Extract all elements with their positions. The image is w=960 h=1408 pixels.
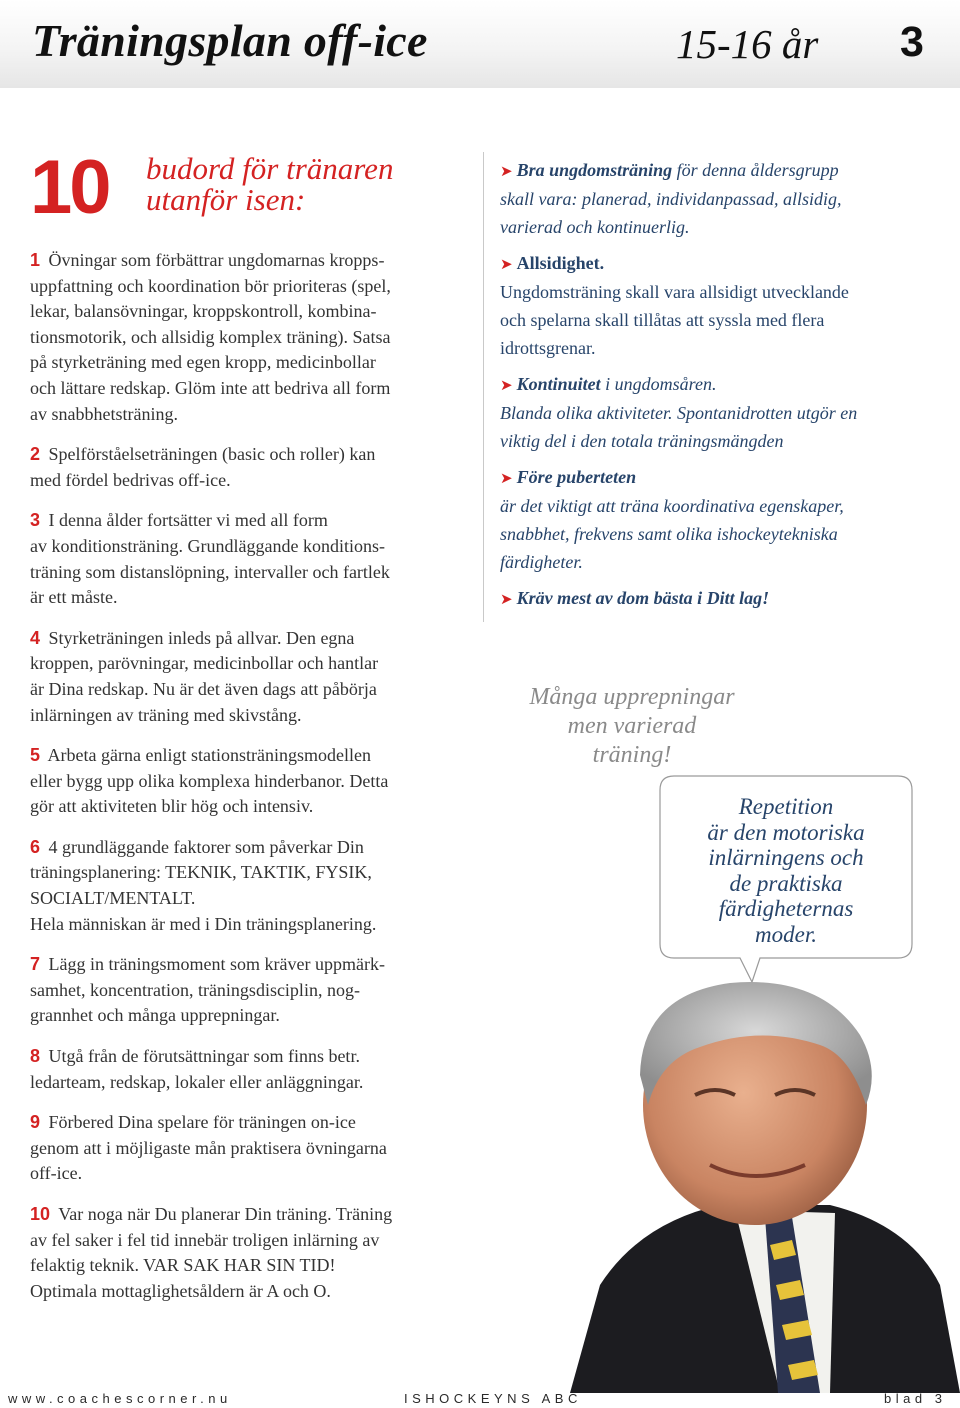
- principle-heading: Kräv mest av dom bästa i Ditt lag!: [516, 588, 770, 608]
- page-title: Träningsplan off-ice: [32, 15, 428, 66]
- principle-heading: Kontinuitet: [516, 374, 601, 394]
- rule-number: 4: [30, 627, 41, 648]
- arrow-bullet-icon: ➤: [500, 469, 513, 487]
- rule-text: Övningar som förbättrar ungdomarnas kropps- uppfattning och koordination bör prioriteras (spel, lekar, balansövningar, kroppskontroll, kombina- tionsmotorik, och allsidig komplex träning). Satsa på styrketräning med egen kropp, medicinbollar och lättare redskap. Glöm inte att bedriva all form av snabbhetsträning.: [30, 250, 391, 424]
- rule-number: 5: [30, 745, 41, 766]
- rule-text: Lägg in träningsmoment som kräver uppmärk- samhet, koncentration, träningsdisciplin, nog- grannhet och många upprepningar.: [30, 954, 385, 1026]
- rule-number: 9: [30, 1112, 41, 1133]
- rule-number: 6: [30, 836, 41, 857]
- commandments-subtitle: budord för tränaren utanför isen:: [146, 151, 394, 217]
- rule-number: 1: [30, 250, 41, 270]
- page-number: 3: [900, 18, 924, 66]
- rule-text: Styrketräningen inleds på allvar. Den egna kroppen, parövningar, medicinbollar och hantlar är Dina redskap. Nu är det även dags att påbörja inlärningen av träning med skivstång.: [30, 627, 379, 725]
- principle-body: i ungdomsåren. Blanda olika aktiviteter. Spontanidrotten utgör en viktig del i den totala träningsmängden: [500, 374, 858, 451]
- rule-number: 3: [30, 510, 41, 531]
- principle-body: Ungdomsträning skall vara allsidigt utvecklande och spelarna skall tillåtas att syssla med flera idrottsgrenar.: [500, 282, 849, 358]
- rule-number: 8: [30, 1046, 41, 1067]
- rule-text: Var noga när Du planerar Din träning. Träning av fel saker i fel tid innebär troligen inlärning av felaktig teknik. VAR SAK HAR SIN TID! Optimala mottaglighetsåldern är A och O.: [30, 1204, 393, 1301]
- principle-body: för denna åldersgrupp skall vara: planerad, individanpassad, allsidig, varierad och kontinuerlig.: [500, 160, 842, 237]
- page-footer: [0, 1391, 960, 1408]
- commandments-number: 10: [30, 145, 109, 230]
- age-group: 15-16 år: [676, 21, 819, 67]
- footer-page: blad 3: [884, 1391, 947, 1406]
- coach-portrait: [530, 955, 960, 1393]
- rule-text: Förbered Dina spelare för träningen on-ice genom att i möjligaste mån praktisera övningarna off-ice.: [30, 1112, 387, 1184]
- quote-repetitions: Många upprepningar men varierad träning!: [529, 684, 735, 768]
- arrow-bullet-icon: ➤: [500, 590, 513, 608]
- arrow-bullet-icon: ➤: [500, 376, 513, 394]
- rule-number: 2: [30, 444, 41, 465]
- rule-text: Spelförståelseträningen (basic och roller) kan med fördel bedrivas off-ice.: [30, 444, 376, 490]
- arrow-bullet-icon: ➤: [500, 255, 513, 273]
- principle-heading: Bra ungdomsträning: [516, 160, 673, 180]
- rule-number: 10: [30, 1204, 51, 1224]
- footer-website: www.coachescorner.nu: [8, 1391, 232, 1406]
- arrow-bullet-icon: ➤: [500, 162, 513, 180]
- principle-heading: Allsidighet.: [516, 253, 605, 273]
- rule-text: Utgå från de förutsättningar som finns betr. ledarteam, redskap, lokaler eller anläggningar.: [30, 1046, 364, 1092]
- rule-text: I denna ålder fortsätter vi med all form av konditionsträning. Grundläggande konditions- träning som distanslöpning, intervaller och fartlek är ett måste.: [30, 510, 390, 608]
- rule-number: 7: [30, 954, 41, 975]
- principle-heading: Före puberteten: [516, 467, 637, 487]
- footer-publication: ISHOCKEYNS ABC: [404, 1391, 582, 1406]
- rule-text: Arbeta gärna enligt stationsträningsmodellen eller bygg upp olika komplexa hinderbanor. Detta gör att aktiviteten blir hög och intensiv.: [30, 745, 389, 817]
- quote-bubble-text: Repetition är den motoriska inlärningens och de praktiska färdigheternas moder.: [707, 794, 865, 947]
- rule-text: 4 grundläggande faktorer som påverkar Din träningsplanering: TEKNIK, TAKTIK, FYSIK, SOCIALT/MENTALT. Hela människan är med i Din träningsplanering.: [30, 836, 377, 934]
- principle-body: är det viktigt att träna koordinativa egenskaper, snabbhet, frekvens samt olika ishockeytekniska färdigheter.: [500, 496, 844, 572]
